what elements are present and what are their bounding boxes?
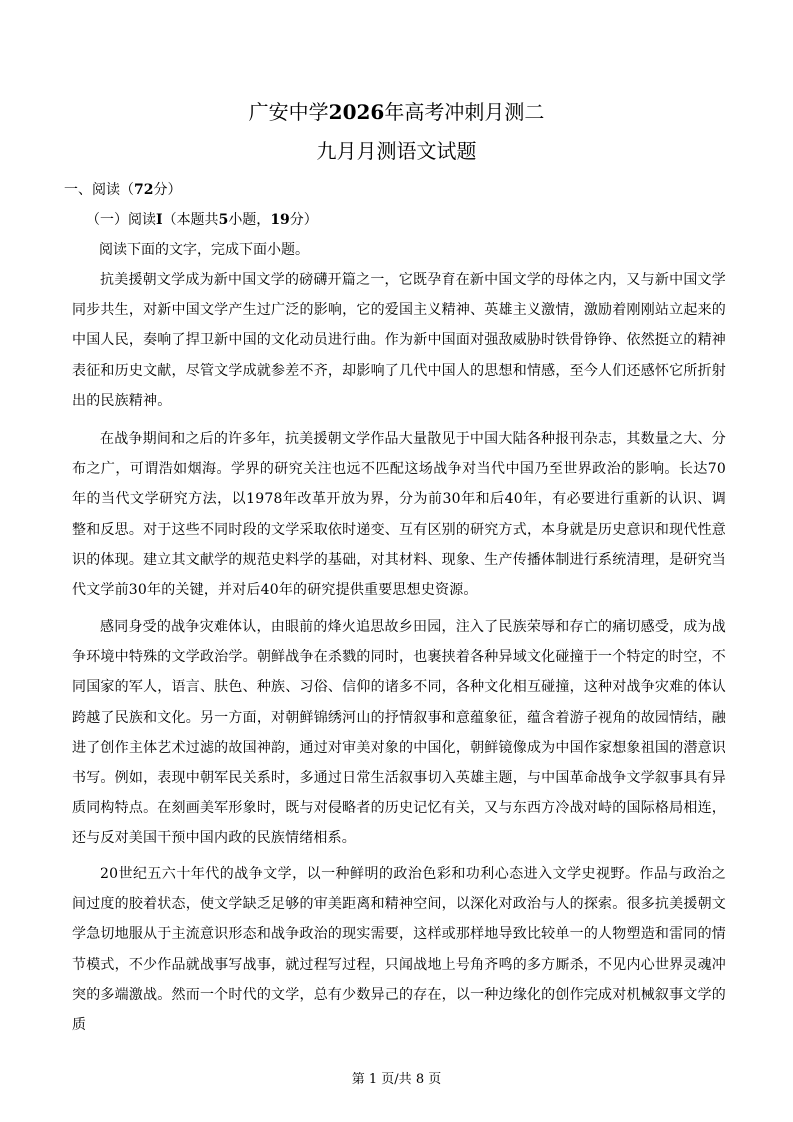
paragraph-1: 抗美援朝文学成为新中国文学的磅礴开篇之一，它既孕育在新中国文学的母体之内，又与新中国文学同步共生，对新中国文学产生过广泛的影响，它的爱国主义精神、英雄主义激情，激励着刚刚站立起来的中国人民，奏响了捍卫新中国的文化动员进行曲。作为新中国面对强敌威胁时铁骨铮铮、依然挺立的精神表征和历史文献，尽管文学成就参差不齐，却影响了几代中国人的思想和情感，至今人们还感怀它所折射出的民族精神。	[72, 272, 726, 409]
page-total: 8	[415, 1072, 425, 1087]
title-school: 广安中学	[248, 100, 329, 124]
subsection-score: 19	[270, 212, 290, 228]
subsection-heading: （一）阅读I（本题共5小题，19分）	[86, 212, 318, 228]
paragraph-2: 在战争期间和之后的许多年，抗美援朝文学作品大量散见于中国大陆各种报刊杂志，其数量之大、分布之广，可谓浩如烟海。学界的研究关注也远不匹配这场战争对当代中国乃至世界政治的影响。长达70年的当代文学研究方法，以1978年改革开放为界，分为前30年和后40年，有必要进行重新的认识、调整和反思。对于这些不同时段的文学采取依时递变、互有区别的研究方式，本身就是历史意识和现代性意识的体现。建立其文献学的规范史料学的基础，对其材料、现象、生产传播体制进行系统清理，是研究当代文学前30年的关键，并对后40年的研究提供重要思想史资源。	[72, 431, 726, 599]
reading-instruction: 阅读下面的文字，完成下面小题。	[99, 242, 309, 258]
section-heading: 一、阅读（72分）	[64, 182, 182, 198]
exam-subtitle: 九月月测语文试题	[316, 139, 477, 163]
title-exam-name: 年高考冲刺月测二	[384, 100, 545, 124]
subsection-roman: I	[156, 212, 163, 228]
page-number: 1	[368, 1072, 378, 1087]
subsection-count: 5	[218, 212, 229, 228]
exam-title	[0, 98, 793, 126]
paragraph-3: 感同身受的战争灾难体认，由眼前的烽火追思故乡田园，注入了民族荣辱和存亡的痛切感受，成为战争环境中特殊的文学政治学。朝鲜战争在杀戮的同时，也裹挟着各种异域文化碰撞于一个特定的时空，不同国家的军人，语言、肤色、种族、习俗、信仰的诸多不同，各种文化相互碰撞，这种对战争灾难的体认跨越了民族和文化。另一方面，对朝鲜锦绣河山的抒情叙事和意蕴象征，蕴含着游子视角的故园情结，融进了创作主体艺术过滤的故国神韵，通过对审美对象的中国化，朝鲜镜像成为中国作家想象祖国的潜意识书写。例如，表现中朝军民关系时，多通过日常生活叙事切入英雄主题，与中国革命战争文学叙事具有异质同构特点。在刻画美军形象时，既与对侵略者的历史记忆有关，又与东西方冷战对峙的国际格局相连，还与反对美国干预中国内政的民族情绪相系。	[72, 619, 726, 847]
section-score: 72	[134, 182, 154, 198]
paragraph-4: 20世纪五六十年代的战争文学，以一种鲜明的政治色彩和功利心态进入文学史视野。作品与政治之间过度的胶着状态，使文学缺乏足够的审美距离和精神空间，以深化对政治与人的探索。很多抗美援朝文学急切地服从于主流意识形态和战争政治的现实需要，这样或那样地导致比较单一的人物塑造和雷同的情节模式，不少作品就战事写战事，就过程写过程，只闻战地上号角齐鸣的多方厮杀，不见内心世界灵魂冲突的多端激战。然而一个时代的文学，总有少数异己的存在，以一种边缘化的创作完成对机械叙事文学的质	[72, 866, 726, 1034]
page-footer: 第 1 页/共 8 页	[351, 1072, 442, 1087]
title-year: 2026	[328, 100, 385, 124]
